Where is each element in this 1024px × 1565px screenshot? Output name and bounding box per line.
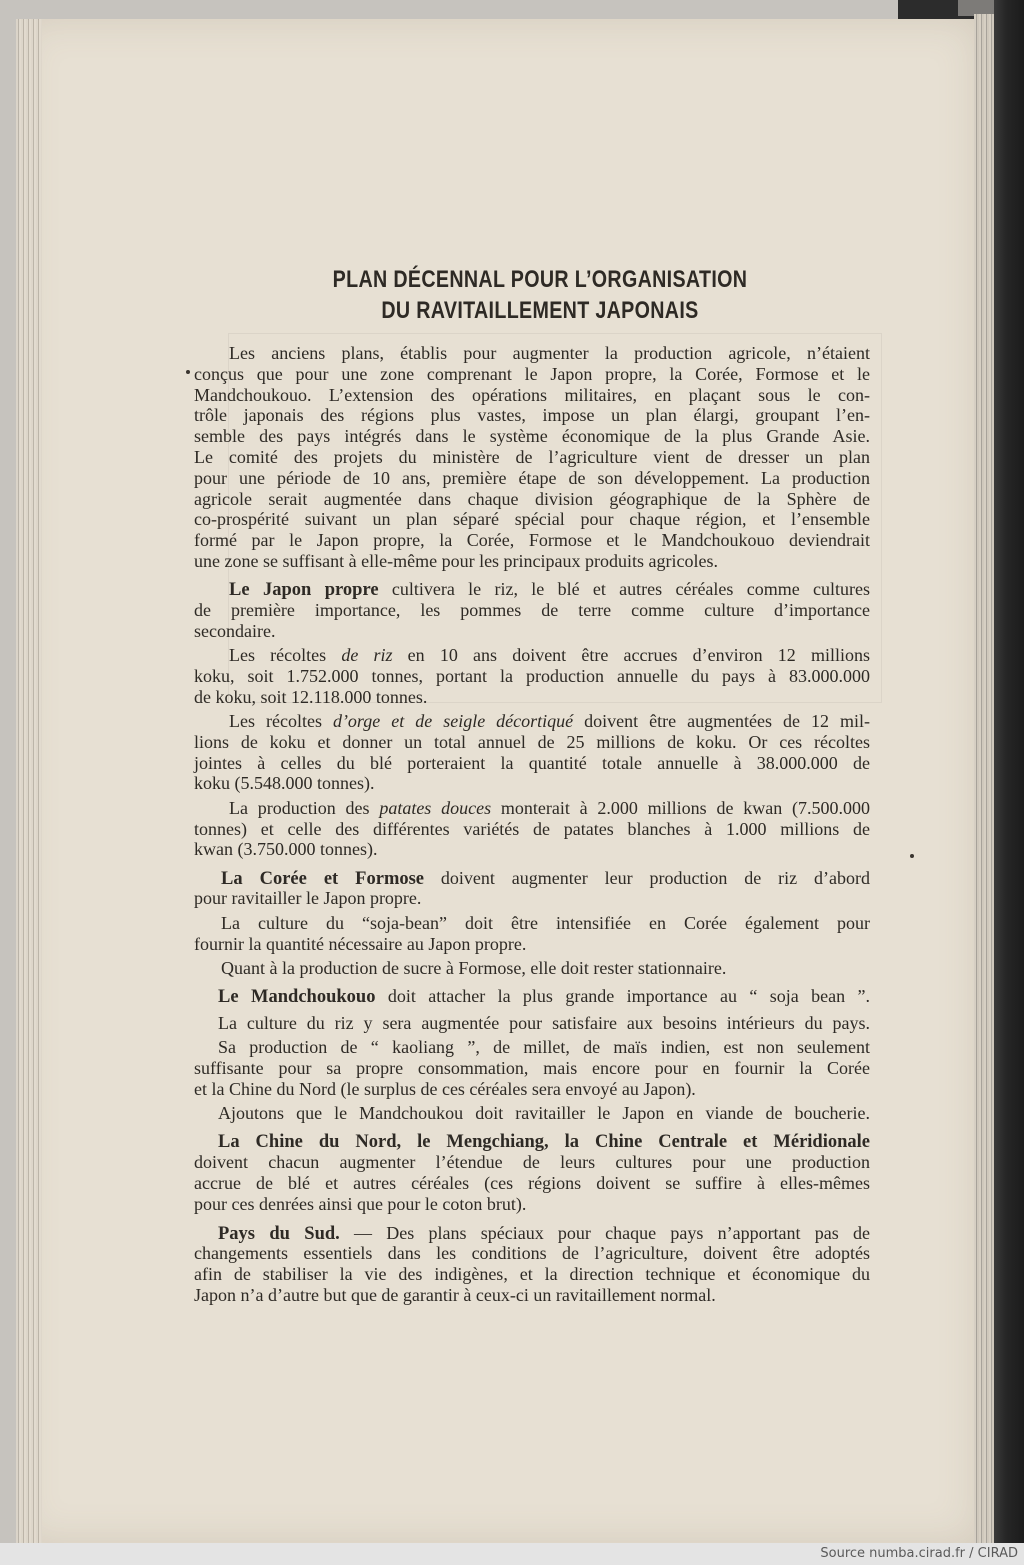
text-line: changements essentiels dans les conditions de l’agriculture, doivent être adoptés xyxy=(194,1243,870,1264)
text-run: Les récoltes xyxy=(229,711,333,732)
text-line: jointes à celles du blé porteraient la quantité totale annuelle à 38.000.000 de xyxy=(194,752,870,773)
mandchoukouo-paragraph xyxy=(194,986,870,1007)
text-line xyxy=(194,1223,870,1244)
text-line: koku (5.548.000 tonnes). xyxy=(194,773,375,794)
speck xyxy=(910,854,914,858)
text-line: semble des pays intégrés dans le système économique de la plus Grande Asie. xyxy=(194,426,870,447)
text-line: co-prospérité suivant un plan séparé spécial pour chaque région, et l’ensemble xyxy=(194,509,870,530)
text-line: afin de stabiliser la vie des indigènes, et la direction technique et économique du xyxy=(194,1264,870,1285)
text-run: doivent être augmentées de 12 mil- xyxy=(573,711,870,732)
intro-paragraph xyxy=(194,343,870,572)
mandchoukouo-kaoliang-paragraph xyxy=(194,1037,870,1099)
speck xyxy=(186,370,190,374)
text-line: et la Chine du Nord (le surplus de ces céréales sera envoyé au Japon). xyxy=(194,1078,696,1099)
text-line: Sa production de “ kaoliang ”, de millet, de maïs indien, est non seulement xyxy=(218,1037,870,1058)
text-line: tonnes) et celle des différentes variétés de patates blanches à 1.000 millions de xyxy=(194,818,870,839)
text-line xyxy=(194,1131,870,1152)
text-run: monterait à 2.000 millions de kwan (7.500.000 xyxy=(491,797,870,818)
text-line: Le comité des projets du ministère de l’agriculture vient de dresser un plan xyxy=(194,446,870,467)
section-heading-coree: La Corée et Formose xyxy=(221,868,425,889)
text-line: suffisante pour sa propre consommation, mais encore pour en fournir la Corée xyxy=(194,1058,870,1078)
text-line: Mandchoukouo. L’extension des opérations militaires, en plaçant sous le con- xyxy=(194,384,870,405)
coree-soja-paragraph xyxy=(194,913,870,955)
text-line: accrue de blé et autres céréales (ces régions doivent se suffire à elles-mêmes xyxy=(194,1172,870,1193)
sud-paragraph xyxy=(194,1223,870,1306)
section-heading-sud: Pays du Sud. xyxy=(218,1223,340,1244)
text-run: en 10 ans doivent être accrues d’environ 12 millions xyxy=(392,645,870,666)
section-heading-mandchoukouo: Le Mandchoukouo xyxy=(218,987,376,1008)
text-run: doivent augmenter leur production de riz d’abord xyxy=(424,867,870,888)
text-run: Les récoltes xyxy=(229,645,342,666)
text-line: lions de koku et donner un total annuel de 25 millions de koku. Or ces récoltes xyxy=(194,731,870,752)
text-line: Les anciens plans, établis pour augmenter la production agricole, n’étaient xyxy=(229,343,870,363)
text-line: Japon n’a d’autre but que de garantir à ceux-ci un ravitaillement normal. xyxy=(194,1284,716,1305)
text-line: une zone se suffisant à elle-même pour les principaux produits agricoles. xyxy=(194,550,719,571)
text-run: — Des plans spéciaux pour chaque pays n’apportant pas de xyxy=(339,1222,870,1243)
text-line xyxy=(194,986,870,1007)
text-run: cultivera le riz, le blé et autres céréales comme cultures xyxy=(378,579,871,600)
text-line: agricole serait augmentée dans chaque division géographique de la Sphère de xyxy=(194,488,870,509)
text-line xyxy=(194,579,870,600)
book-binding xyxy=(994,0,1024,1545)
mandchoukouo-riz-paragraph xyxy=(194,1013,870,1034)
japon-patates-paragraph xyxy=(194,798,870,860)
section-heading-chine: La Chine du Nord, le Mengchiang, la Chine Centrale et Méridionale xyxy=(218,1132,870,1153)
text-line: fournir la quantité nécessaire au Japon propre. xyxy=(194,933,527,954)
text-run: La production des xyxy=(229,797,380,818)
text-line: secondaire. xyxy=(194,620,276,641)
text-line: formé par le Japon propre, la Corée, Formose et le Mandchoukouo deviendrait xyxy=(194,530,870,551)
text-line xyxy=(194,645,870,666)
text-line: de première importance, les pommes de terre comme culture d’importance xyxy=(194,600,870,621)
page-title-line-2: DU RAVITAILLEMENT JAPONAIS xyxy=(381,297,699,324)
text-line: pour ces denrées ainsi que pour le coton brut). xyxy=(194,1193,527,1214)
text-line: doivent chacun augmenter l’étendue de leurs cultures pour une production xyxy=(194,1152,870,1173)
source-credit: Source numba.cirad.fr / CIRAD xyxy=(820,1546,1018,1561)
italic-run: d’orge et de seigle décortiqué xyxy=(332,711,574,732)
text-line: pour ravitailler le Japon propre. xyxy=(194,888,422,909)
text-line: La culture du riz y sera augmentée pour satisfaire aux besoins intérieurs du pays. xyxy=(218,1012,870,1033)
text-line xyxy=(194,798,870,819)
text-line: Quant à la production de sucre à Formose, elle doit rester stationnaire. xyxy=(221,957,727,978)
text-line: koku, soit 1.752.000 tonnes, portant la production annuelle du pays à 83.000.000 xyxy=(194,665,870,686)
text-line: Ajoutons que le Mandchoukou doit ravitailler le Japon en viande de boucherie. xyxy=(218,1103,870,1124)
text-line: pour une période de 10 ans, première étape de son développement. La production xyxy=(194,467,870,488)
text-line xyxy=(194,868,870,889)
chine-paragraph xyxy=(194,1131,870,1214)
page-stack-edge-left xyxy=(16,19,42,1543)
italic-run: de riz xyxy=(341,645,393,666)
mandchoukouo-viande-paragraph xyxy=(194,1103,870,1124)
japon-riz-paragraph xyxy=(194,645,870,707)
japon-cultures-paragraph xyxy=(194,579,870,641)
italic-run: patates douces xyxy=(379,797,492,818)
text-line: trôle japonais des régions plus vastes, impose un plan élargi, groupant l’en- xyxy=(194,405,870,426)
text-line: kwan (3.750.000 tonnes). xyxy=(194,839,378,860)
text-line: de koku, soit 12.118.000 tonnes. xyxy=(194,686,428,707)
text-line: conçus que pour une zone comprenant le Japon propre, la Corée, Formose et le xyxy=(194,363,870,384)
japon-orge-paragraph xyxy=(194,711,870,794)
body-text xyxy=(194,343,870,1306)
page-stack-edge-right xyxy=(974,14,994,1546)
section-heading-japon: Le Japon propre xyxy=(229,580,379,601)
text-run: doit attacher la plus grande importance au “ soja bean ”. xyxy=(375,986,870,1007)
page-title-line-1: PLAN DÉCENNAL POUR L’ORGANISATION xyxy=(332,266,748,293)
coree-paragraph xyxy=(194,868,870,910)
text-line: La culture du “soja-bean” doit être intensifiée en Corée également pour xyxy=(221,912,870,933)
coree-sucre-paragraph xyxy=(194,958,870,979)
text-line xyxy=(194,711,870,732)
